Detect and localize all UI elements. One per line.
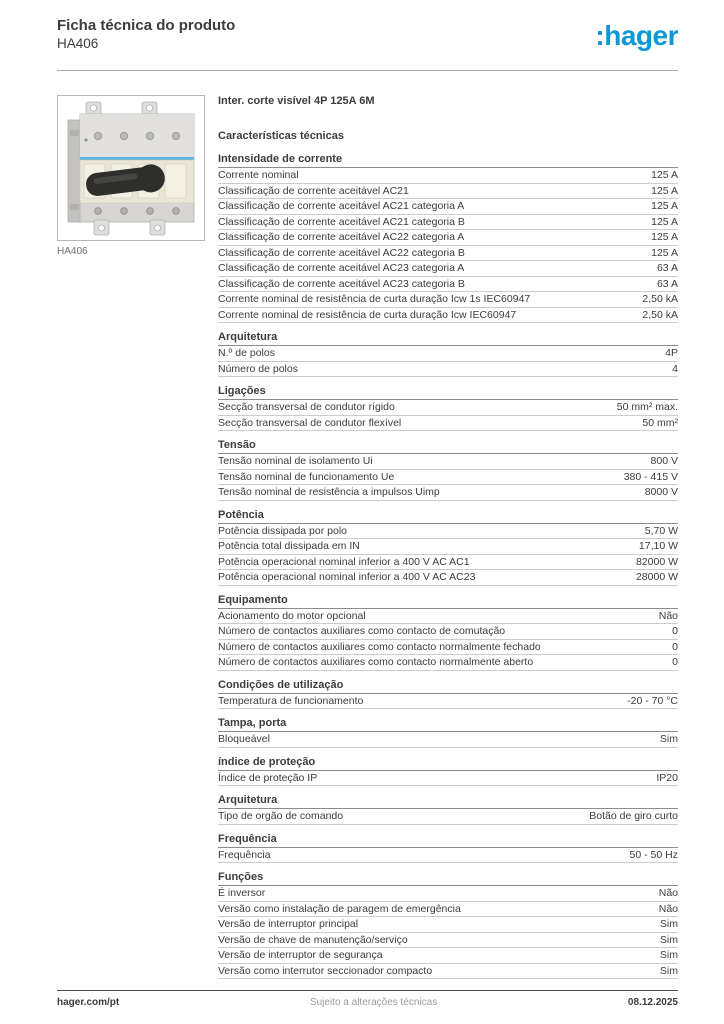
spec-row-value: Não (658, 887, 678, 899)
spec-row-value: 0 (672, 625, 678, 637)
spec-row (218, 346, 678, 362)
spec-row-label: Classificação de corrente aceitável AC21 categoria A (218, 200, 465, 212)
header-titles (57, 16, 235, 53)
spec-row (218, 246, 678, 262)
spec-row-value: 2,50 kA (642, 293, 678, 305)
spec-row-label: Classificação de corrente aceitável AC23 categoria B (218, 277, 465, 290)
spec-row-value: Não (658, 609, 678, 622)
spec-row-value: Sim (659, 933, 678, 946)
spec-row-value: 125 A (651, 184, 678, 197)
spec-row-value: 125 A (651, 215, 678, 228)
spec-row (218, 570, 678, 586)
spec-section (218, 594, 678, 671)
spec-section-title: Tampa, porta (218, 717, 678, 732)
spec-row-label: Corrente nominal de resistência de curta duração Icw IEC60947 (218, 308, 517, 321)
spec-row (218, 732, 678, 748)
spec-row-value: 63 A (656, 262, 678, 274)
spec-row-label: Número de contactos auxiliares como contacto normalmente fechado (218, 640, 541, 653)
spec-row-value: 4P (665, 347, 678, 359)
spec-row (218, 609, 678, 625)
spec-row (218, 400, 678, 416)
spec-row-value: 5,70 W (644, 524, 678, 537)
spec-row (218, 539, 678, 555)
spec-row-label: Classificação de corrente aceitável AC22 categoria A (218, 231, 465, 243)
spec-row-value: IP20 (656, 771, 678, 784)
spec-row (218, 277, 678, 293)
spec-column (218, 95, 678, 979)
spec-row-label: Versão de interruptor de segurança (218, 949, 383, 961)
spec-row-value: Não (658, 902, 678, 915)
spec-row-label: Potência total dissipada em IN (218, 540, 360, 552)
spec-section (218, 385, 678, 431)
spec-row-value: Sim (659, 964, 678, 977)
spec-row-label: Tensão nominal de funcionamento Ue (218, 470, 395, 483)
spec-row (218, 215, 678, 231)
spec-row-value: 125 A (651, 169, 678, 181)
spec-row-label: Índice de proteção IP (218, 771, 318, 784)
spec-row (218, 230, 678, 246)
spec-row-label: Versão como interrutor seccionador compacto (218, 964, 433, 977)
spec-row (218, 524, 678, 540)
spec-row-label: N.º de polos (218, 347, 275, 359)
main-content (57, 95, 678, 979)
spec-row-label: Temperatura de funcionamento (218, 694, 364, 707)
spec-row-label: Frequência (218, 848, 271, 861)
spec-row (218, 261, 678, 277)
spec-row-value: 63 A (656, 277, 678, 290)
spec-row-value: 50 - 50 Hz (629, 848, 678, 861)
spec-row (218, 655, 678, 671)
spec-row-label: Versão como instalação de paragem de emergência (218, 902, 461, 915)
spec-row-label: É inversor (218, 887, 266, 899)
header-divider (57, 70, 678, 71)
spec-row-label: Secção transversal de condutor rígido (218, 401, 395, 413)
hager-logo: :hager (595, 20, 678, 51)
spec-row-value: 50 mm² max. (616, 401, 678, 413)
spec-row-value: 380 - 415 V (623, 470, 678, 483)
spec-sections (218, 153, 678, 979)
spec-row-label: Tensão nominal de isolamento Ui (218, 455, 373, 467)
spec-row (218, 809, 678, 825)
page-footer (57, 990, 678, 1008)
spec-row (218, 624, 678, 640)
spec-row (218, 848, 678, 864)
spec-row (218, 555, 678, 571)
spec-section (218, 679, 678, 710)
spec-section (218, 756, 678, 787)
spec-row (218, 917, 678, 933)
spec-row-label: Número de contactos auxiliares como contacto de comutação (218, 625, 506, 637)
product-image-frame (57, 95, 205, 241)
spec-section-title: Condições de utilização (218, 679, 678, 694)
product-code: HA406 (57, 36, 99, 51)
spec-row-label: Potência operacional nominal inferior a 400 V AC AC23 (218, 571, 476, 583)
spec-row-label: Classificação de corrente aceitável AC21 (218, 184, 409, 197)
spec-section (218, 717, 678, 748)
spec-section-title: Arquitetura (218, 794, 678, 809)
spec-row-label: Corrente nominal de resistência de curta duração Icw 1s IEC60947 (218, 293, 531, 305)
spec-row-label: Número de polos (218, 362, 298, 375)
spec-row-label: Potência operacional nominal inferior a 400 V AC AC1 (218, 555, 470, 568)
spec-section (218, 794, 678, 825)
spec-row-value: 28000 W (635, 571, 678, 583)
spec-row-value: 2,50 kA (642, 308, 678, 321)
spec-section (218, 833, 678, 864)
spec-row (218, 199, 678, 215)
spec-row-value: Sim (659, 918, 678, 930)
spec-row (218, 694, 678, 710)
spec-row-label: Secção transversal de condutor flexível (218, 416, 402, 429)
spec-row (218, 485, 678, 501)
spec-section-title: Equipamento (218, 594, 678, 609)
spec-row-value: -20 - 70 °C (627, 694, 678, 707)
spec-row-label: Classificação de corrente aceitável AC22 categoria B (218, 246, 465, 259)
spec-row-label: Classificação de corrente aceitável AC21 categoria B (218, 215, 465, 228)
spec-row (218, 454, 678, 470)
spec-section (218, 153, 678, 323)
spec-row-label: Classificação de corrente aceitável AC23 categoria A (218, 262, 465, 274)
spec-row (218, 168, 678, 184)
spec-row (218, 470, 678, 486)
spec-row (218, 964, 678, 980)
spec-row-label: Versão de chave de manutenção/serviço (218, 933, 408, 946)
footer-website: hager.com/pt (57, 997, 120, 1008)
spec-row (218, 948, 678, 964)
spec-section-title: Potência (218, 509, 678, 524)
spec-row-value: 125 A (651, 246, 678, 259)
spec-row-value: 17,10 W (638, 540, 678, 552)
spec-row-value: Sim (659, 733, 678, 745)
spec-section-title: Ligações (218, 385, 678, 400)
spec-section-title: Tensão (218, 439, 678, 454)
spec-section-title: índice de proteção (218, 756, 678, 771)
spec-row-label: Tipo de orgão de comando (218, 810, 344, 822)
product-image-caption: HA406 (57, 246, 88, 257)
spec-row-value: 800 V (650, 455, 678, 467)
spec-row (218, 416, 678, 432)
spec-section-title: Funções (218, 871, 678, 886)
spec-section (218, 331, 678, 377)
spec-row (218, 771, 678, 787)
spec-row (218, 902, 678, 918)
product-description: Inter. corte visível 4P 125A 6M (218, 95, 375, 107)
spec-row-value: 50 mm² (642, 416, 678, 429)
spec-row-value: Botão de giro curto (589, 810, 678, 822)
spec-row (218, 640, 678, 656)
spec-row-value: 82000 W (635, 555, 678, 568)
spec-row-value: 0 (672, 640, 678, 653)
spec-section (218, 509, 678, 586)
spec-row-value: Sim (659, 949, 678, 961)
product-image (58, 96, 204, 240)
spec-row (218, 308, 678, 324)
spec-row-value: 4 (672, 362, 678, 375)
footer-date: 08.12.2025 (627, 997, 678, 1008)
spec-row (218, 933, 678, 949)
spec-row-label: Bloqueável (218, 733, 270, 745)
spec-row-label: Versão de interruptor principal (218, 918, 359, 930)
spec-row-label: Corrente nominal (218, 169, 299, 181)
footer-disclaimer: Sujeito a alterações técnicas (309, 997, 438, 1008)
spec-row (218, 184, 678, 200)
spec-row-value: 125 A (651, 231, 678, 243)
product-column (57, 95, 205, 979)
spec-row-label: Tensão nominal de resistência a impulsos Uimp (218, 486, 440, 498)
spec-section (218, 439, 678, 501)
spec-row (218, 886, 678, 902)
spec-row (218, 292, 678, 308)
page-header (57, 16, 678, 56)
spec-row-value: 125 A (651, 200, 678, 212)
document-title: Ficha técnica do produto (57, 17, 236, 34)
spec-row-label: Acionamento do motor opcional (218, 609, 366, 622)
spec-section (218, 871, 678, 979)
spec-row-value: 8000 V (644, 486, 678, 498)
spec-row-label: Número de contactos auxiliares como contacto normalmente aberto (218, 656, 534, 668)
spec-row-label: Potência dissipada por polo (218, 524, 348, 537)
spec-section-title: Intensidade de corrente (218, 153, 678, 168)
spec-section-title: Arquitetura (218, 331, 678, 346)
spec-row-value: 0 (672, 656, 678, 668)
spec-row (218, 362, 678, 378)
spec-section-title: Frequência (218, 833, 678, 848)
tech-characteristics-heading: Características técnicas (218, 130, 344, 142)
